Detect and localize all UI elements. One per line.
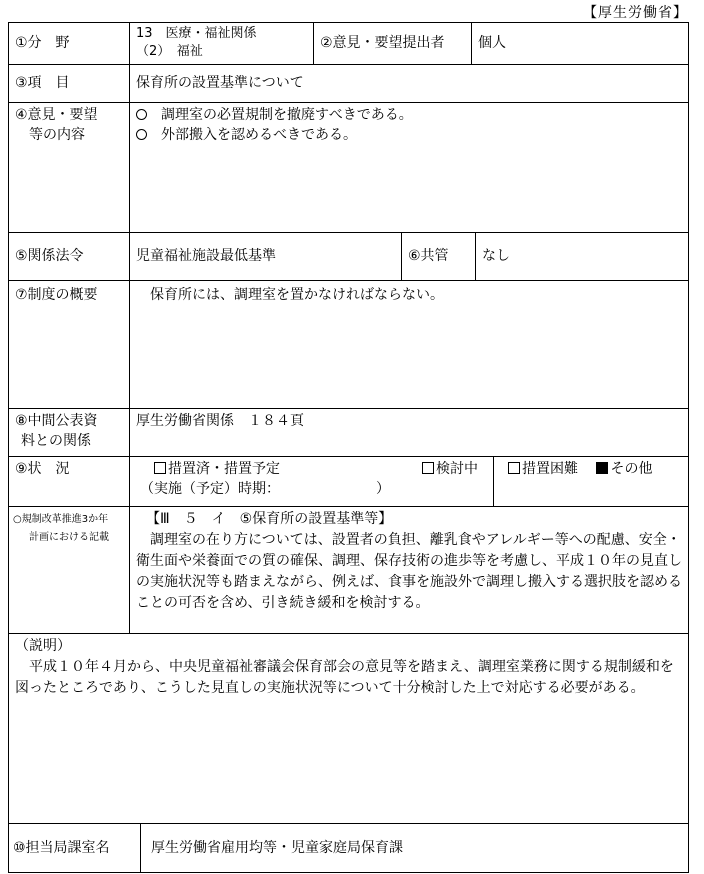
three-year-plan-heading: 【Ⅲ ５ イ ⑤保育所の設置基準等】 <box>146 511 393 527</box>
row-item <box>9 65 688 103</box>
checkbox-empty-icon <box>508 462 520 474</box>
status-options <box>129 457 493 506</box>
status-option-difficult-label: 措置困難 <box>522 461 578 477</box>
status-option-review-label: 検討中 <box>436 461 478 477</box>
three-year-plan-label-line1: ○規制改革推進3か年 <box>13 514 109 525</box>
status-option-done-label: 措置済・措置予定 <box>168 461 280 477</box>
three-year-plan-label <box>9 507 129 633</box>
three-year-plan-label-line2: 計画における記載 <box>29 532 109 543</box>
status-period-line <box>140 479 487 499</box>
status-option-other-label: その他 <box>610 461 653 477</box>
status-option-line <box>140 459 487 479</box>
three-year-plan-content <box>129 507 688 633</box>
status-period-label: （実施（予定）時期： <box>140 481 280 497</box>
row-explanation <box>9 634 688 824</box>
checkbox-empty-icon <box>422 462 434 474</box>
row-opinion <box>9 103 688 233</box>
checkbox-filled-icon <box>596 462 608 474</box>
ministry-tag: 【厚生労働省】 <box>583 5 688 21</box>
status-options-right <box>493 457 688 506</box>
circle-bullet-icon <box>136 129 147 140</box>
field-category: 13 医療・福祉関係 <box>136 26 257 41</box>
checkbox-empty-icon <box>154 462 166 474</box>
related-law-label: ⑤関係法令 <box>15 248 84 264</box>
status-option-difficult <box>508 461 578 477</box>
field-value <box>129 23 313 64</box>
opinion-item <box>136 105 682 125</box>
field-subcategory: （2） 福祉 <box>136 44 203 59</box>
related-law-value: 児童福祉施設最低基準 <box>129 233 401 280</box>
opinion-label <box>9 103 129 232</box>
system-overview-value: 保育所には、調理室を置かなければならない。 <box>129 281 688 408</box>
field-label: ①分 野 <box>15 35 70 51</box>
row-three-year-plan <box>9 507 688 634</box>
department-value: 厚生労働省雇用均等・児童家庭局保育課 <box>140 824 688 873</box>
row-department <box>9 824 688 873</box>
interim-report-value: 厚生労働省関係 １８４頁 <box>129 409 688 456</box>
interim-report-label-line1: ⑧中間公表資 <box>15 413 98 429</box>
department-label: ⑩担当局課室名 <box>13 840 110 856</box>
status-period-close: ） <box>376 481 390 497</box>
item-label: ③項 目 <box>15 75 70 91</box>
interim-report-label <box>9 409 129 456</box>
three-year-plan-body: 調理室の在り方については、設置者の負担、離乳食やアレルギー等への配慮、安全・衛生面や栄養面での質の確保、調理、保存技術の進歩等を考慮し、平成１０年の見直しの実施状況等も踏まえながら、例えば、食事を施設外で調理し搬入する選択肢を認めることの可否を含め、引き続き緩和を検討する。 <box>136 532 682 611</box>
row-field <box>9 23 688 65</box>
status-option-other <box>596 461 652 477</box>
status-option-review <box>422 459 478 479</box>
opinion-form <box>8 22 689 873</box>
submitter-label: ②意見・要望提出者 <box>313 23 471 64</box>
opinion-item-text: 外部搬入を認めるべきである。 <box>161 127 357 143</box>
submitter-value: 個人 <box>471 23 688 64</box>
row-interim-report <box>9 409 688 457</box>
opinion-content <box>129 103 688 232</box>
jurisdiction-value: なし <box>475 233 688 280</box>
jurisdiction-label: ⑥共管 <box>401 233 475 280</box>
row-related-law <box>9 233 688 281</box>
status-option-done <box>154 459 280 479</box>
item-value: 保育所の設置基準について <box>129 65 688 102</box>
row-status <box>9 457 688 507</box>
opinion-item-text: 調理室の必置規制を撤廃すべきである。 <box>161 107 413 123</box>
opinion-label-line2: 等の内容 <box>29 127 85 143</box>
status-label: ⑨状 況 <box>15 461 70 477</box>
circle-bullet-icon <box>136 109 147 120</box>
row-system-overview <box>9 281 688 409</box>
system-overview-label: ⑦制度の概要 <box>15 287 98 303</box>
opinion-label-line1: ④意見・要望 <box>15 107 98 123</box>
explanation-label: （説明） <box>15 638 71 654</box>
explanation-body: 平成１０年４月から、中央児童福祉審議会保育部会の意見等を踏まえ、調理室業務に関する規制緩和を図ったところであり、こうした見直しの実施状況等について十分検討した上で対応する必要がある。 <box>15 659 674 696</box>
opinion-item <box>136 125 682 145</box>
interim-report-label-line2: 料との関係 <box>21 433 91 449</box>
